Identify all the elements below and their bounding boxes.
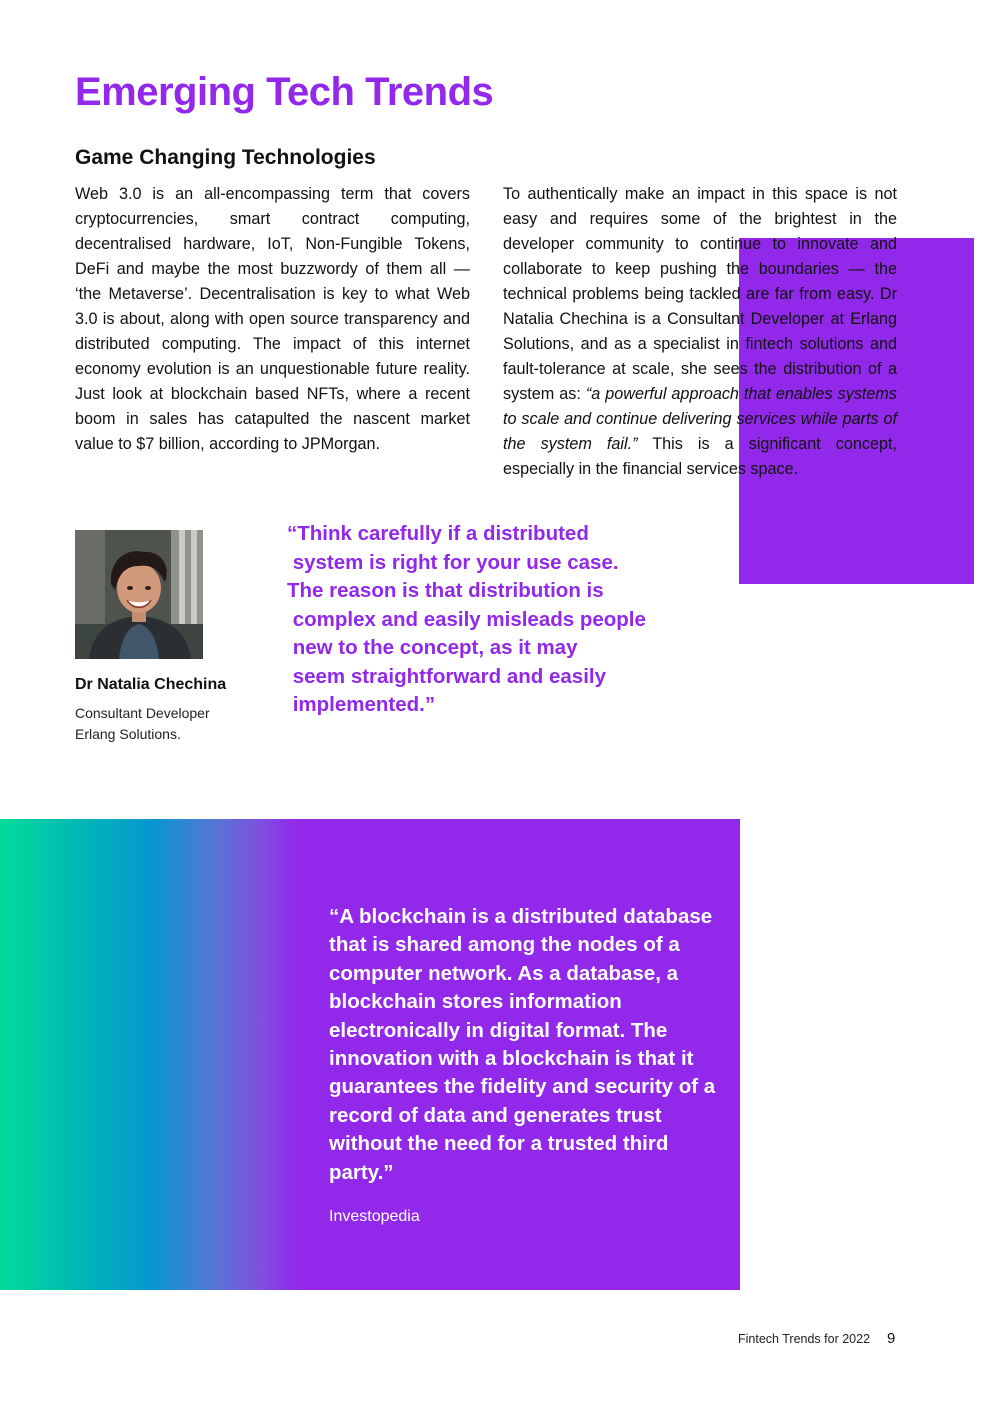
profile-role xyxy=(75,703,210,745)
pull-quote-line: complex and easily misleads people xyxy=(287,607,646,631)
feature-quote-panel xyxy=(297,819,740,1290)
pull-quote-line: new to the concept, as it may xyxy=(287,636,578,659)
body-right-inline-quote: “a powerful approach that enables systems to scale and continue delivering services while parts of the system fail.” xyxy=(503,385,897,453)
footer-publication: Fintech Trends for 2022 xyxy=(738,1332,871,1346)
body-right-text-start: To authentically make an impact in this space is not easy and requires some of the brightest in the developer community to continue to innovate and collaborate to keep pushing the boundaries — the technical problems being tackled are far from easy. Dr Natalia Chechina is a Consultant Developer at Erlang Solutions, and as a specialist in fintech solutions and fault-tolerance at scale, she sees the distribution of a system as: xyxy=(503,185,897,403)
profile-title: Consultant Developer xyxy=(75,705,210,721)
pull-quote-line: “Think carefully if a distributed xyxy=(287,522,589,545)
pull-quote-line: seem straightforward and easily xyxy=(287,664,607,688)
profile-name: Dr Natalia Chechina xyxy=(75,676,227,693)
page-title: Emerging Tech Trends xyxy=(75,70,494,114)
pull-quote-line: system is right for your use case. xyxy=(287,550,619,574)
gradient-band xyxy=(0,819,297,1290)
body-column-right xyxy=(503,182,897,482)
section-heading: Game Changing Technologies xyxy=(75,146,376,169)
body-right-text-end: This is a significant concept, especially in the financial services space. xyxy=(503,435,897,478)
profile-company: Erlang Solutions. xyxy=(75,726,181,742)
profile-photo xyxy=(75,530,203,659)
body-column-left: Web 3.0 is an all-encompassing term that covers cryptocurrencies, smart contract computing, decentralised hardware, IoT, Non-Fungible Tokens, DeFi and maybe the most buzzwordy of them all — ‘the Metaverse’. Decentralisation is key to what Web 3.0 is about, along with open source transparency and distributed computing. The impact of this internet economy evolution is an unquestionable future reality. Just look at blockchain based NFTs, where a recent boom in sales has catapulted the nascent market value to $7 billion, according to JPMorgan. xyxy=(75,185,470,453)
pull-quote xyxy=(287,520,687,720)
pull-quote-line: The reason is that distribution is xyxy=(287,579,604,602)
pull-quote-line: implemented.” xyxy=(287,693,436,716)
feature-quote-text: “A blockchain is a distributed database that is shared among the nodes of a computer network. As a database, a blockchain stores information electronically in digital format. The innovation with a blockchain is that it guarantees the fidelity and security of a record of data and generates trust without the need for a trusted third party.” xyxy=(329,905,716,1184)
feature-quote-source: Investopedia xyxy=(329,1208,420,1225)
page-number: 9 xyxy=(887,1330,896,1347)
